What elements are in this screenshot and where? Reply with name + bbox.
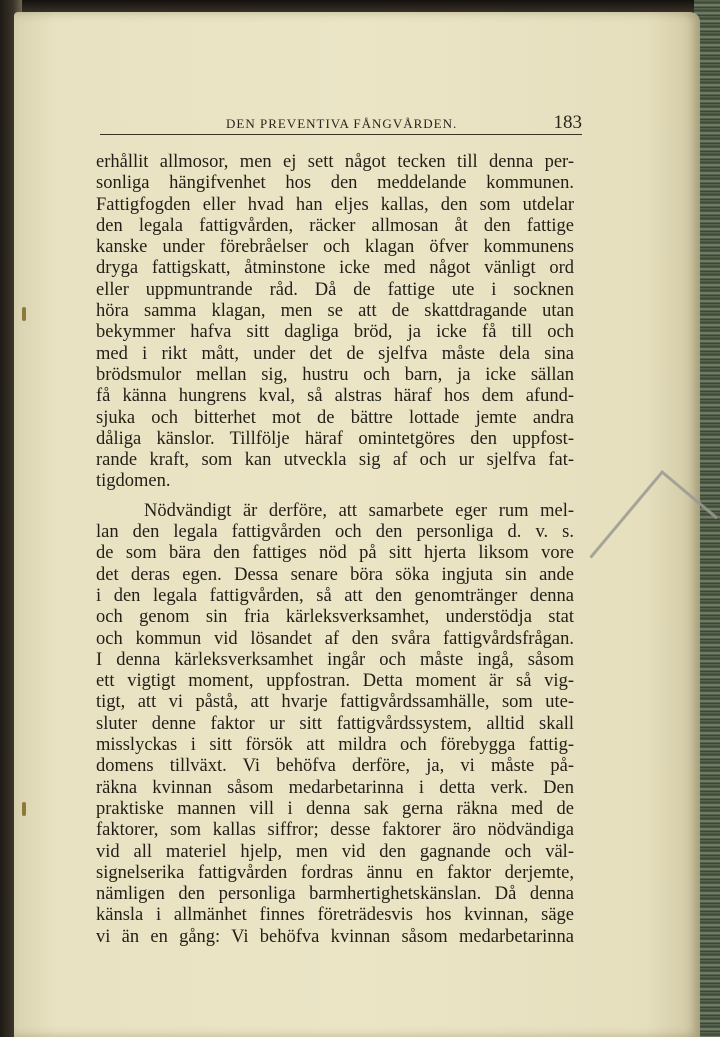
text-line: nämligen den personliga barmhertighetskänslan. Då denna [96, 884, 574, 905]
text-line: sonliga hängifvenhet hos den meddelande kommunen. [96, 173, 574, 194]
text-line: i den legala fattigvården, så att den genomtränger denna [96, 585, 574, 606]
text-line: räkna kvinnan såsom medarbetarinna i detta verk. Den [96, 777, 574, 798]
text-line: höra samma klagan, men se att de skattdragande utan [96, 301, 574, 322]
text-line: ett vigtigt moment, uppfostran. Detta moment är så vig- [96, 671, 574, 692]
text-line: lan den legala fattigvården och den personliga d. v. s. [96, 522, 574, 543]
paragraph-2 [96, 501, 574, 948]
text-line: kanske under förebråelser och klagan öfver kommunens [96, 237, 574, 258]
text-line: rande kraft, som kan utveckla sig af och ur sjelfva fat- [96, 450, 574, 471]
text-line: erhållit allmosor, men ej sett något tecken till denna per- [96, 152, 574, 172]
text-line: I denna kärleksverksamhet ingår och måste ingå, såsom [96, 649, 574, 670]
text-line: faktorer, som kallas siffror; desse faktorer äro nödvändiga [96, 820, 574, 841]
text-line: dryga fattigskatt, åtminstone icke med något vänligt ord [96, 258, 574, 279]
text-line: sluter denne faktor ur sitt fattigvårdssystem, alltid skall [96, 713, 574, 734]
text-line: med i rikt mått, under det de sjelfva måste dela sina [96, 343, 574, 364]
text-line: Nödvändigt är derföre, att samarbete eger rum mel- [144, 500, 574, 521]
text-line: vi än en gång: Vi behöfva kvinnan såsom medarbetarinna [96, 926, 574, 947]
text-line: tigdomen. [96, 471, 171, 492]
text-line: signelserika fattigvården fordras ännu en faktor derjemte, [96, 862, 574, 883]
text-line: få känna hungrens kval, så alstras häraf hos dem afund- [96, 386, 574, 407]
text-line: tigt, att vi påstå, att hvarje fattigvårdssamhälle, som ute- [96, 692, 574, 713]
text-line: domens tillväxt. Vi behöfva derföre, ja, vi måste på- [96, 756, 574, 777]
text-line: Fattigfogden eller hvad han eljes kallas, den som utdelar [96, 194, 574, 215]
text-line: det deras egen. Dessa senare böra söka ingjuta sin ande [96, 564, 574, 585]
page-header [100, 106, 582, 135]
paragraph-1 [96, 152, 574, 493]
text-line: praktiske mannen vill i denna sak gerna räkna med de [96, 798, 574, 819]
text-line: känsla i allmänhet finnes företrädesvis hos kvinnan, säge [96, 905, 574, 926]
text-line: vid all materiel hjelp, men vid den gagnande och väl- [96, 841, 574, 862]
running-title: DEN PREVENTIVA FÅNGVÅRDEN. [226, 116, 458, 131]
margin-spot [22, 307, 26, 321]
text-line: dåliga känslor. Tillfölje häraf omintetgöres den uppfost- [96, 428, 574, 449]
text-line: och genom sin fria kärleksverksamhet, understödja stat [96, 607, 574, 628]
text-line: bekymmer hafva sitt dagliga bröd, ja icke få till och [96, 322, 574, 343]
text-line: sjuka och bitterhet mot de bättre lottade jemte andra [96, 407, 574, 428]
text-line: den legala fattigvården, räcker allmosan åt den fattige [96, 215, 574, 236]
text-line: de som bära den fattiges nöd på sitt hjerta liksom vore [96, 543, 574, 564]
page-number: 183 [553, 112, 582, 133]
text-line: misslyckas i sitt försök att mildra och förebygga fattig- [96, 735, 574, 756]
text-line: eller uppmuntrande råd. Då de fattige ute i socknen [96, 279, 574, 300]
body-text [96, 152, 574, 948]
margin-spot [22, 802, 26, 816]
text-line: och kommun vid lösandet af den svåra fattigvårdsfrågan. [96, 628, 574, 649]
text-line: brödsmulor mellan sig, hustru och barn, ja icke sällan [96, 364, 574, 385]
